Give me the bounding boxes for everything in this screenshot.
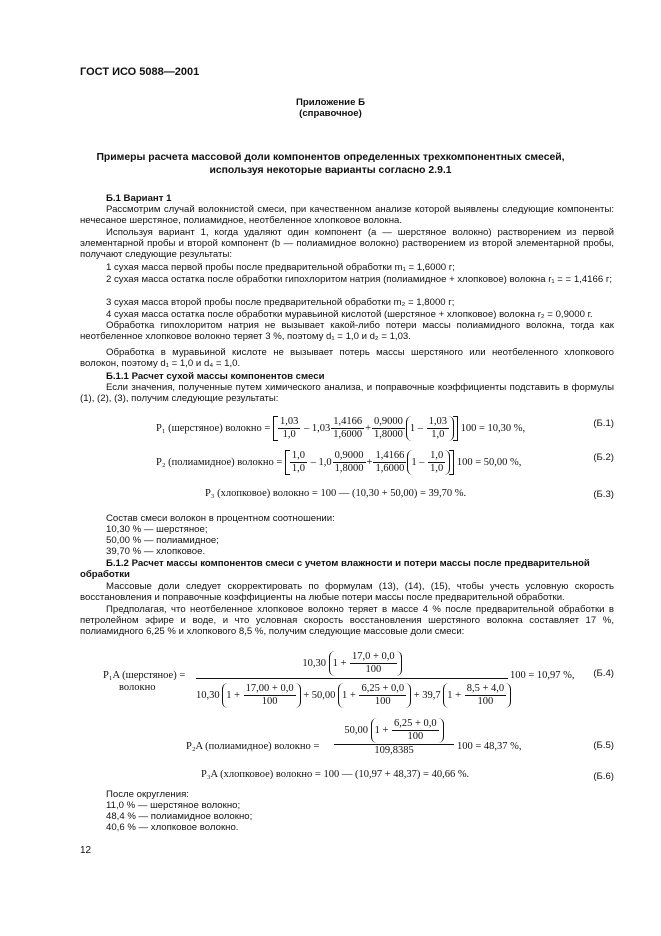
composition-intro: Состав смеси волокон в процентном соотношении: <box>106 513 335 524</box>
result-1: 1 сухая масса первой пробы после предварительной обработки m₁ = 1,6000 г; <box>106 262 455 273</box>
equation-b2-number: (Б.2) <box>593 452 614 463</box>
equation-b2: P₂ (полиамидное) волокно = $\frac{1,0}{1,0}$ – 1,0 $\frac{0,9000}{1,8000}$ + $\frac{1,4166}{1,6000}$ 1 – $\frac{1,0}{1,0}$ 100 = 50,00 %, <box>156 450 522 474</box>
rounding-item-2: 48,4 % — полиамидное волокно; <box>106 811 253 822</box>
appendix-title: Приложение Б <box>296 97 365 108</box>
equation-b6-number: (Б.6) <box>593 771 614 782</box>
equation-b4-fraction: 10,30 1 + $\frac{17,0 + 0,0}{100}$ 10,30 1 + $\frac{17,00 + 0,0}{100}$ + 50,00 1 + $\frac{6,25 + 0,0}{100}$ + 39,7 1 + $\frac{8,5 + 4,0}{100}$ <box>196 651 508 708</box>
composition-item-1: 10,30 % — шерстяное; <box>106 524 208 535</box>
result-2: 2 сухая масса остатка после обработки гипохлоритом натрия (полиамидное + хлопковое) волокна r₁ = = 1,4166 г; <box>106 274 612 285</box>
equation-b5-fraction: 50,00 1 + $\frac{6,25 + 0,0}{100}$ 109,8385 <box>334 718 454 756</box>
equation-b5-lhs: P₂A (полиамидное) волокно = <box>186 741 320 752</box>
appendix-subtitle: (справочное) <box>299 108 362 119</box>
equation-b5-rhs: 100 = 48,37 %, <box>457 741 522 752</box>
equation-b5-number: (Б.5) <box>593 740 614 751</box>
equation-b4-lhs: P₁A (шерстяное) = волокно <box>103 670 186 693</box>
equation-b1-number: (Б.1) <box>593 418 614 429</box>
equation-b1: P₁ (шерстяное) волокно = $\frac{1,03}{1,0}$ – 1,03 $\frac{1,4166}{1,6000}$ + $\frac{0,9000}{1,8000}$ 1 – $\frac{1,03}{1,0}$ 100 = 10,30 %, <box>156 416 526 440</box>
b11-paragraph-1: Если значения, полученные путем химического анализа, и поправочные коэффициенты подставить в формулы (1), (2), (3), получим следующие результаты: <box>80 382 614 405</box>
rounding-item-3: 40,6 % — хлопковое волокно. <box>106 822 239 833</box>
equation-b6: P₃A (хлопковое) волокно = 100 — (10,97 + 48,37) = 40,66 %. <box>201 769 470 780</box>
b12-paragraph-2: Предполагая, что неотбеленное хлопковое волокно теряет в массе 4 % после предварительной обработки в петролейном эфире и воде, и что условная скорость восстановления шерстяного волокна составляет 17 %, полиамидного 6,25 % и хлопкового 8,5 %, получим следующие массовые доли смеси: <box>80 604 614 638</box>
equation-b3: P₃ (хлопковое) волокно = 100 — (10,30 + 50,00) = 39,70 %. <box>205 488 467 499</box>
section-b12-heading-line1: Б.1.2 Расчет массы компонентов смеси с учетом влажности и потери массы после предварительной <box>106 558 590 569</box>
equation-b3-number: (Б.3) <box>593 489 614 500</box>
section-b12-heading-line2: обработки <box>80 569 130 580</box>
b12-paragraph-1: Массовые доли следует скорректировать по формулам (13), (14), (15), чтобы учесть условную скорость восстановления и поправочные коэффициенты на любые потери массы после предварительной обработки. <box>80 581 614 604</box>
b1-paragraph-2: Используя вариант 1, когда удаляют один компонент (a — шерстяное волокно) растворением из первой элементарной пробы и второй компонент (b — полиамидное волокно) растворением из второй элементарной пробы, получают следующие результаты: <box>80 227 614 261</box>
equation-b4-number: (Б.4) <box>593 668 614 679</box>
rounding-item-1: 11,0 % — шерстяное волокно; <box>106 800 241 811</box>
page-number: 12 <box>80 845 92 856</box>
section-b1-heading: Б.1 Вариант 1 <box>106 193 172 204</box>
b1-paragraph-1: Рассмотрим случай волокнистой смеси, при качественном анализе которой выявлены следующие компоненты: нечесаное шерстяное, полиамидное, неотбеленное хлопковое волокна. <box>80 204 614 227</box>
main-title-line2: используя некоторые варианты согласно 2.9.1 <box>209 165 452 176</box>
result-3: 3 сухая масса второй пробы после предварительной обработки m₂ = 1,8000 г; <box>106 297 455 308</box>
composition-item-2: 50,00 % — полиамидное; <box>106 535 219 546</box>
section-b11-heading: Б.1.1 Расчет сухой массы компонентов смеси <box>106 371 325 382</box>
main-title-line1: Примеры расчета массовой доли компонентов определенных трехкомпонентных смесей, <box>96 152 565 163</box>
b1-paragraph-4: Обработка в муравьиной кислоте не вызывает потерь массы шерстяного или неотбеленного хлопкового волокон, поэтому d₁ = 1,0 и d₄ = 1,0. <box>80 347 614 370</box>
rounding-intro: После округления: <box>106 789 189 800</box>
composition-item-3: 39,70 % — хлопковое. <box>106 546 206 557</box>
equation-b4-rhs: 100 = 10,97 %, <box>510 670 575 681</box>
standard-header: ГОСТ ИСО 5088—2001 <box>80 66 200 78</box>
b1-paragraph-3: Обработка гипохлоритом натрия не вызывает какой-либо потери массы полиамидного волокна, тогда как неотбеленное хлопковое волокно теряет 3 %, поэтому d₁ = 1,0 и d₂ = 1,03. <box>80 320 614 343</box>
result-4: 4 сухая масса остатка после обработки муравьиной кислотой (шерстяное + хлопковое) волокна r₂ = 0,9000 г. <box>106 309 593 320</box>
